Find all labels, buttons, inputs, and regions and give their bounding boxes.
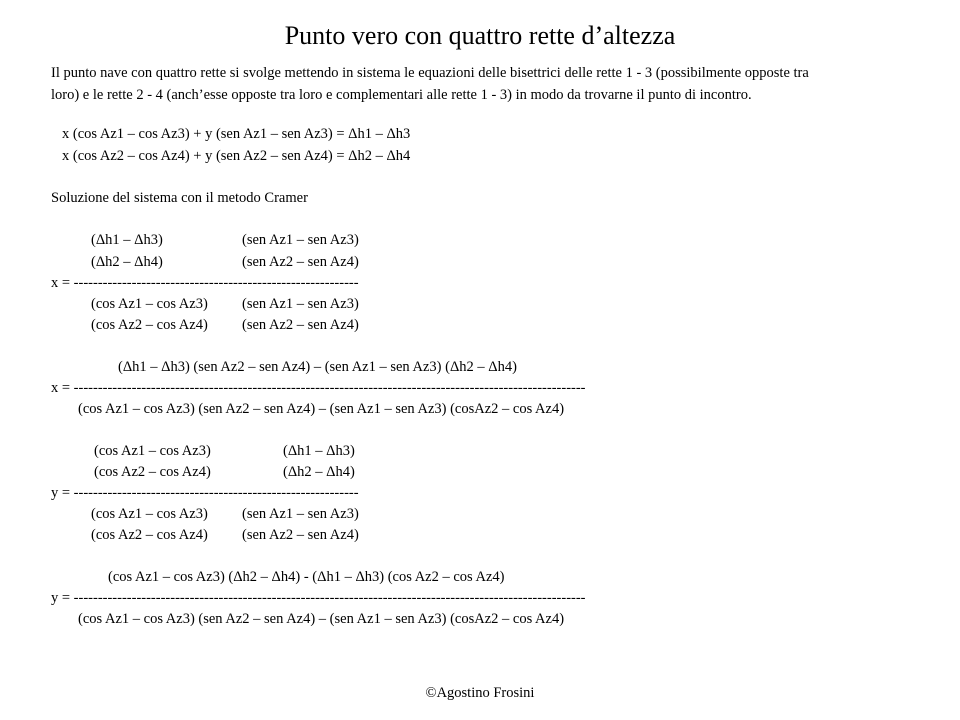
x-num-r1-c1: (Δh1 – Δh3) — [91, 232, 163, 248]
x-num-r2-c2: (sen Az2 – sen Az4) — [242, 254, 359, 270]
y-den-r2-c2: (sen Az2 – sen Az4) — [242, 527, 359, 543]
y-num-r2-c1: (cos Az2 – cos Az4) — [94, 464, 211, 480]
x-den-r2-c1: (cos Az2 – cos Az4) — [91, 317, 208, 333]
y-fraction-line: y = ----------------------------------------------------------- — [51, 485, 359, 501]
x-den-r1-c1: (cos Az1 – cos Az3) — [91, 296, 208, 312]
x-den-r1-c2: (sen Az1 – sen Az3) — [242, 296, 359, 312]
y-expanded-numerator: (cos Az1 – cos Az3) (Δh2 – Δh4) - (Δh1 – Δh3) (cos Az2 – cos Az4) — [108, 569, 505, 585]
x-expanded-numerator: (Δh1 – Δh3) (sen Az2 – sen Az4) – (sen Az1 – sen Az3) (Δh2 – Δh4) — [118, 359, 517, 375]
y-den-r2-c1: (cos Az2 – cos Az4) — [91, 527, 208, 543]
y-num-r2-c2: (Δh2 – Δh4) — [283, 464, 355, 480]
x-fraction-line: x = ----------------------------------------------------------- — [51, 275, 359, 291]
intro-line-2: loro) e le rette 2 - 4 (anch’esse opposte tra loro e complementari alle rette 1 - 3) in modo da trovarne il punto di incontro. — [51, 87, 752, 103]
intro-line-1: Il punto nave con quattro rette si svolge mettendo in sistema le equazioni delle bisettrici delle rette 1 - 3 (possibilmente opposte tra — [51, 65, 809, 81]
x-expanded-denominator: (cos Az1 – cos Az3) (sen Az2 – sen Az4) – (sen Az1 – sen Az3) (cosAz2 – cos Az4) — [78, 401, 565, 417]
y-num-r1-c1: (cos Az1 – cos Az3) — [94, 443, 211, 459]
x-den-r2-c2: (sen Az2 – sen Az4) — [242, 317, 359, 333]
y-den-r1-c1: (cos Az1 – cos Az3) — [91, 506, 208, 522]
equation-2: x (cos Az2 – cos Az4) + y (sen Az2 – sen Az4) = Δh2 – Δh4 — [62, 148, 411, 164]
y-den-r1-c2: (sen Az1 – sen Az3) — [242, 506, 359, 522]
copyright-footer: ©Agostino Frosini — [425, 685, 535, 701]
x-num-r1-c2: (sen Az1 – sen Az3) — [242, 232, 359, 248]
y-expanded-fraction-line: y = ---------------------------------------------------------------------------------------------------------- — [51, 590, 586, 606]
x-expanded-fraction-line: x = ---------------------------------------------------------------------------------------------------------- — [51, 380, 586, 396]
y-expanded-denominator: (cos Az1 – cos Az3) (sen Az2 – sen Az4) – (sen Az1 – sen Az3) (cosAz2 – cos Az4) — [78, 611, 565, 627]
solution-heading: Soluzione del sistema con il metodo Cramer — [51, 190, 308, 206]
y-num-r1-c2: (Δh1 – Δh3) — [283, 443, 355, 459]
x-num-r2-c1: (Δh2 – Δh4) — [91, 254, 163, 270]
page-title: Punto vero con quattro rette d’altezza — [284, 21, 676, 50]
equation-1: x (cos Az1 – cos Az3) + y (sen Az1 – sen Az3) = Δh1 – Δh3 — [62, 126, 411, 142]
intro-paragraph — [51, 62, 911, 106]
